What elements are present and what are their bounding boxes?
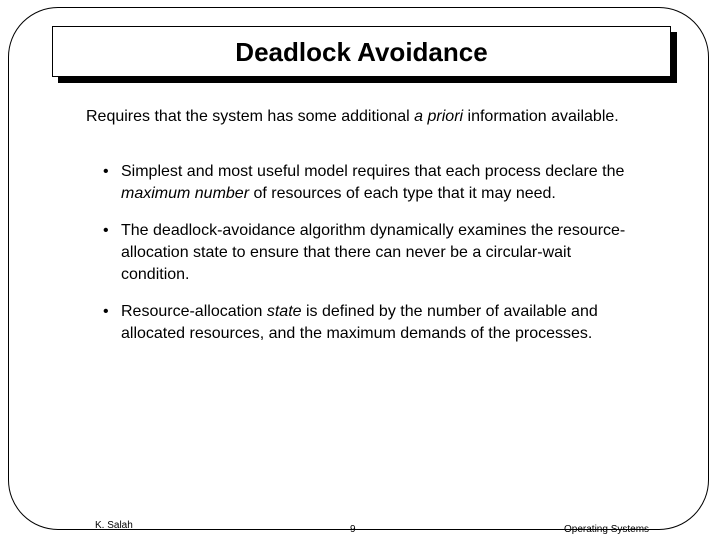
intro-text-after: information available. xyxy=(463,108,619,125)
bullet-text-before: Simplest and most useful model requires that each process declare the xyxy=(121,163,625,180)
footer-course-name: Operating Systems xyxy=(564,524,650,535)
bullet-text-before: The deadlock-avoidance algorithm dynamically examines the resource-allocation state to ensure that there can never be a circular-wait condition. xyxy=(121,222,626,283)
bullet-icon: • xyxy=(103,163,109,180)
bullet-emphasis: maximum number xyxy=(121,185,250,202)
footer-author: K. Salah xyxy=(95,520,133,531)
bullet-item-max-resources xyxy=(103,161,643,205)
intro-emphasis: a priori xyxy=(414,108,464,125)
intro-text-before: Requires that the system has some additional xyxy=(86,108,415,125)
footer-page-number: 9 xyxy=(350,524,356,535)
intro-paragraph xyxy=(86,106,646,128)
slide-title: Deadlock Avoidance xyxy=(235,37,488,67)
title-box xyxy=(52,26,671,77)
bullet-text-after: is defined by the number of available and allocated resources, and the maximum demands of the processes. xyxy=(121,303,598,342)
bullet-text-after: of resources of each type that it may need. xyxy=(249,185,556,202)
bullet-list xyxy=(103,161,643,360)
bullet-item-algorithm xyxy=(103,220,643,286)
bullet-icon: • xyxy=(103,303,109,320)
bullet-text-before: Resource-allocation xyxy=(121,303,267,320)
bullet-emphasis: state xyxy=(266,303,302,320)
bullet-item-allocation-state xyxy=(103,301,643,345)
bullet-icon: • xyxy=(103,222,109,239)
